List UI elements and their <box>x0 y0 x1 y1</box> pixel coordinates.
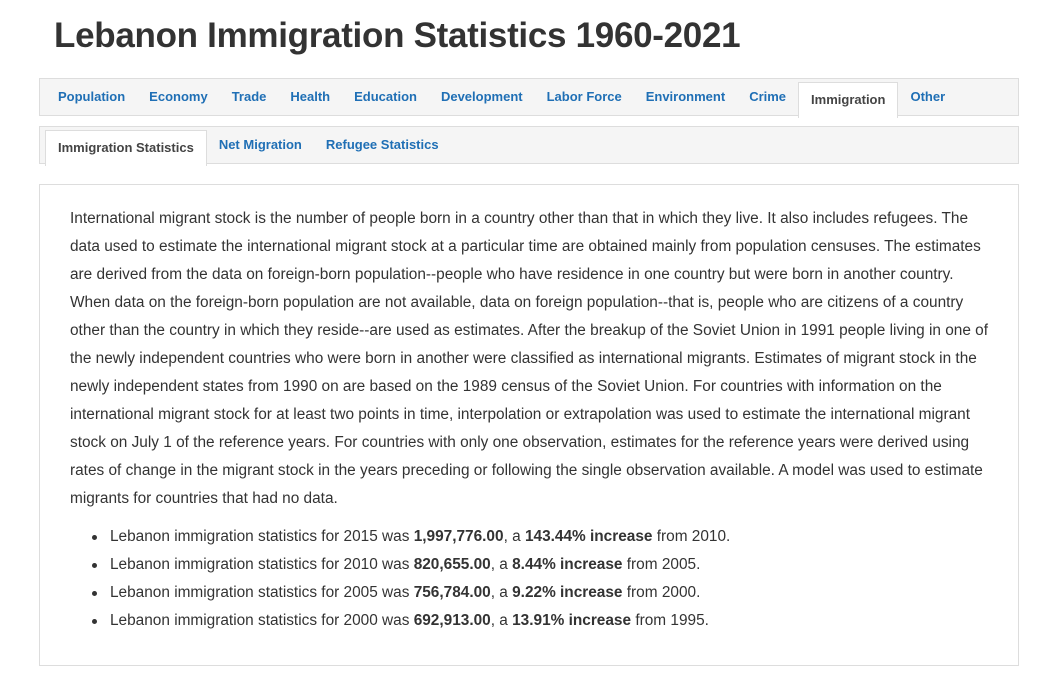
stat-mid: , a <box>490 556 513 573</box>
list-item <box>70 607 990 635</box>
stat-change: 13.91% increase <box>512 612 632 629</box>
subtab-immigration-statistics[interactable]: Immigration Statistics <box>45 130 207 166</box>
stat-change: 9.22% increase <box>512 584 623 601</box>
stat-value: 692,913.00 <box>413 612 491 629</box>
page-title: Lebanon Immigration Statistics 1960-2021 <box>54 16 741 55</box>
stat-change: 8.44% increase <box>512 556 623 573</box>
description-text: International migrant stock is the number of people born in a country other than that in which they live. It also includes refugees. The data used to estimate the international migrant stock at a particular time are obtained mainly from population censuses. The estimates are derived from the data on foreign-born population--people who have residence in one country but were born in another country. When data on the foreign-born population are not available, data on foreign population--that is, people who are citizens of a country other than the country in which they reside--are used as estimates. After the breakup of the Soviet Union in 1991 people living in one of the newly independent countries who were born in another were classified as international migrants. Estimates of migrant stock in the newly independent states from 1990 on are based on the 1989 census of the Soviet Union. For countries with information on the international migrant stock for at least two points in time, interpolation or extrapolation was used to estimate the international migrant stock on July 1 of the reference years. For countries with only one observation, estimates for the reference years were derived using rates of change in the migrant stock in the years preceding or following the single observation available. A model was used to estimate migrants for countries that had no data. <box>70 210 989 507</box>
stat-prefix: Lebanon immigration statistics for 2015 was <box>110 528 414 545</box>
stat-suffix: from 1995. <box>631 612 709 629</box>
subtab-refugee-statistics[interactable]: Refugee Statistics <box>325 137 439 152</box>
list-item <box>70 579 990 607</box>
tab-other[interactable]: Other <box>910 89 946 104</box>
tab-economy[interactable]: Economy <box>149 89 208 104</box>
stat-prefix: Lebanon immigration statistics for 2005 was <box>110 584 414 601</box>
stat-prefix: Lebanon immigration statistics for 2010 was <box>110 556 414 573</box>
tab-education[interactable]: Education <box>354 89 417 104</box>
stat-mid: , a <box>490 612 513 629</box>
subtab-net-migration[interactable]: Net Migration <box>218 137 302 152</box>
bullet-icon <box>92 563 97 568</box>
tab-trade[interactable]: Trade <box>231 89 267 104</box>
tab-health[interactable]: Health <box>290 89 331 104</box>
category-nav <box>39 78 1019 116</box>
subcategory-nav <box>39 126 1019 164</box>
stat-value: 756,784.00 <box>413 584 491 601</box>
bullet-icon <box>92 535 97 540</box>
stat-mid: , a <box>503 528 525 545</box>
stats-list <box>70 523 990 635</box>
stat-suffix: from 2005. <box>622 556 701 573</box>
tab-environment[interactable]: Environment <box>645 89 726 104</box>
tab-development[interactable]: Development <box>440 89 523 104</box>
stat-mid: , a <box>490 584 513 601</box>
tab-labor-force[interactable]: Labor Force <box>546 89 622 104</box>
bullet-icon <box>92 591 97 596</box>
stat-suffix: from 2010. <box>652 528 731 545</box>
stat-change: 143.44% increase <box>524 528 653 545</box>
tab-immigration[interactable]: Immigration <box>798 82 898 118</box>
tab-crime[interactable]: Crime <box>749 89 787 104</box>
bullet-icon <box>92 619 97 624</box>
stat-value: 1,997,776.00 <box>413 528 504 545</box>
stat-prefix: Lebanon immigration statistics for 2000 was <box>110 612 414 629</box>
stat-value: 820,655.00 <box>413 556 491 573</box>
stat-suffix: from 2000. <box>622 584 701 601</box>
list-item <box>70 551 990 579</box>
tab-population[interactable]: Population <box>58 89 126 104</box>
content-panel <box>39 184 1019 666</box>
list-item <box>70 523 990 551</box>
